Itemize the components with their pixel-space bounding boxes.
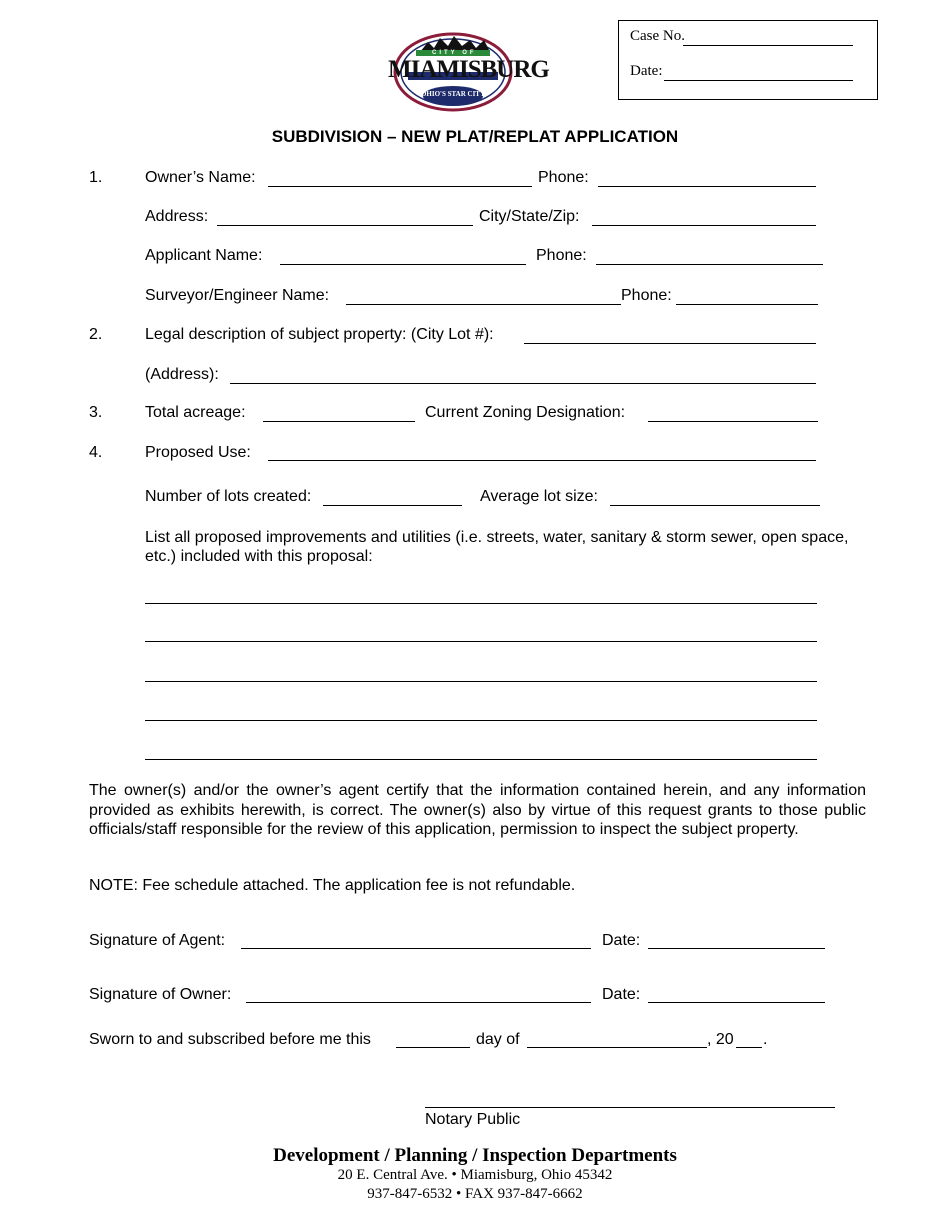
footer-address: 20 E. Central Ave. • Miamisburg, Ohio 45342 [337,1167,613,1183]
logo-ring-text: CITY OF [432,50,477,56]
agent-date-field[interactable] [648,948,825,949]
owner-phone-field[interactable] [598,186,816,187]
city-state-zip-label: City/State/Zip: [479,208,580,225]
sworn-end: . [763,1031,768,1048]
lots-created-field[interactable] [323,505,462,506]
agent-signature-label: Signature of Agent: [89,932,226,949]
applicant-name-label: Applicant Name: [145,247,263,264]
fee-note: NOTE: Fee schedule attached. The application fee is not refundable. [89,877,576,894]
section-number-2: 2. [89,326,103,343]
improvements-line-1[interactable] [145,603,817,604]
legal-description-label: Legal description of subject property: (City Lot #): [145,326,494,343]
improvements-line-2[interactable] [145,641,817,642]
applicant-name-field[interactable] [280,264,526,265]
city-logo [388,28,549,112]
total-acreage-label: Total acreage: [145,404,246,421]
zoning-designation-label: Current Zoning Designation: [425,404,626,421]
owner-name-label: Owner’s Name: [145,169,256,186]
address-field[interactable] [217,225,473,226]
surveyor-phone-label: Phone: [621,287,672,304]
city-lot-field[interactable] [524,343,816,344]
form-title: SUBDIVISION – NEW PLAT/REPLAT APPLICATION [271,127,679,146]
city-state-zip-field[interactable] [592,225,816,226]
footer-department: Development / Planning / Inspection Departments [273,1145,677,1166]
improvements-line-4[interactable] [145,720,817,721]
sworn-month-field[interactable] [527,1047,707,1048]
notary-public-label: Notary Public [425,1111,521,1128]
logo-wordmark: MIAMISBURG [388,56,549,83]
footer-phone: 937-847-6532 • FAX 937-847-6662 [367,1186,583,1202]
owner-phone-label: Phone: [538,169,589,186]
case-no-label: Case No. [630,28,685,44]
improvements-line-3[interactable] [145,681,817,682]
owner-date-field[interactable] [648,1002,825,1003]
section-number-3: 3. [89,404,103,421]
surveyor-name-label: Surveyor/Engineer Name: [145,287,330,304]
total-acreage-field[interactable] [263,421,415,422]
case-box [618,20,878,100]
improvements-line-5[interactable] [145,759,817,760]
date-label: Date: [630,63,663,79]
address-label: Address: [145,208,209,225]
case-date-field[interactable] [664,80,853,81]
improvements-instructions: List all proposed improvements and utilities (i.e. streets, water, sanitary & storm sewer, open space, etc.) included with this proposal: [145,529,849,565]
property-address-field[interactable] [230,383,816,384]
section-number-4: 4. [89,444,103,461]
sworn-prefix: Sworn to and subscribed before me this [89,1031,371,1048]
agent-date-label: Date: [602,932,641,949]
certification-text: The owner(s) and/or the owner’s agent certify that the information contained herein, and any information provided as exhibits herewith, is correct. The owner(s) also by virtue of this request grants to those public officials/staff responsible for the review of this application, permission to inspect the subject property. [89,782,866,838]
applicant-phone-field[interactable] [596,264,823,265]
owner-signature-field[interactable] [246,1002,591,1003]
property-address-label: (Address): [145,366,219,383]
applicant-phone-label: Phone: [536,247,587,264]
proposed-use-label: Proposed Use: [145,444,251,461]
sworn-year-field[interactable] [736,1047,762,1048]
average-lot-size-field[interactable] [610,505,820,506]
agent-signature-field[interactable] [241,948,591,949]
case-no-field[interactable] [683,45,853,46]
notary-signature-field[interactable] [425,1107,835,1108]
sworn-day-field[interactable] [396,1047,470,1048]
surveyor-name-field[interactable] [346,304,621,305]
lots-created-label: Number of lots created: [145,488,312,505]
sworn-year-prefix: , 20 [707,1031,734,1048]
sworn-day-of: day of [476,1031,520,1048]
surveyor-phone-field[interactable] [676,304,818,305]
section-number-1: 1. [89,169,103,186]
owner-signature-label: Signature of Owner: [89,986,232,1003]
zoning-designation-field[interactable] [648,421,818,422]
owner-date-label: Date: [602,986,641,1003]
logo-motto: OHIO'S STAR CITY [420,90,486,98]
owner-name-field[interactable] [268,186,532,187]
average-lot-size-label: Average lot size: [480,488,598,505]
proposed-use-field[interactable] [268,460,816,461]
